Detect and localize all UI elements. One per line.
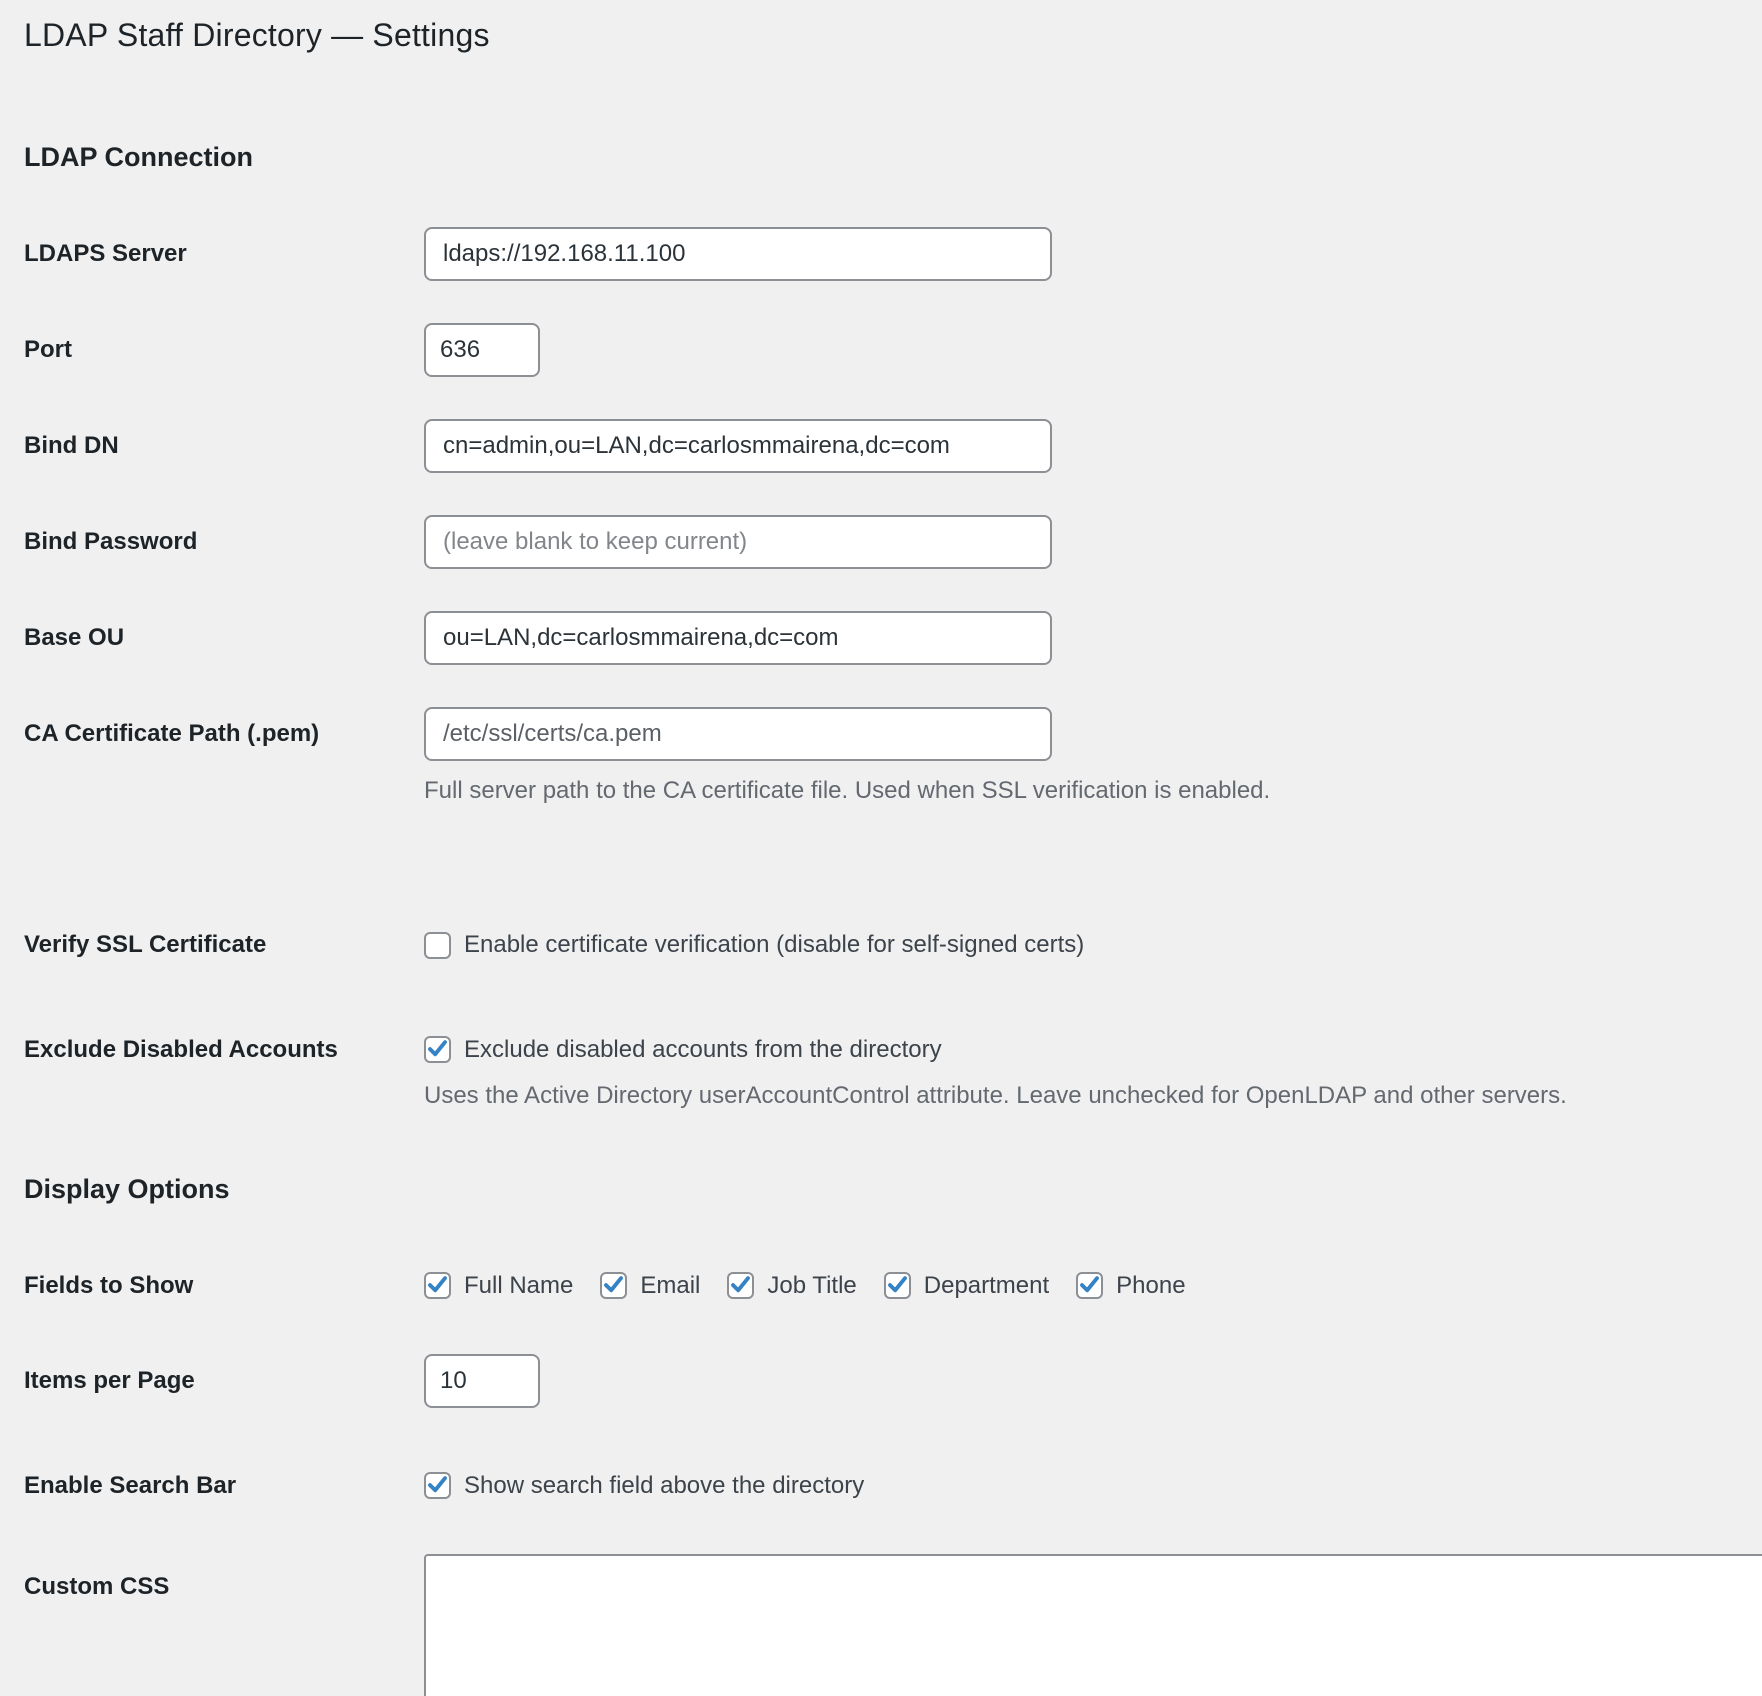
field-checkbox-email[interactable] xyxy=(600,1270,700,1302)
row-base-ou xyxy=(24,611,1762,665)
row-ca-certificate-path xyxy=(24,707,1762,807)
exclude-disabled-description: Uses the Active Directory userAccountControl attribute. Leave unchecked for OpenLDAP and other servers. xyxy=(424,1081,1567,1109)
fields-to-show-group xyxy=(424,1270,1762,1302)
check-icon xyxy=(886,1272,909,1297)
ldaps-server-label: LDAPS Server xyxy=(24,240,187,267)
exclude-disabled-checkbox-label[interactable]: Exclude disabled accounts from the directory xyxy=(464,1035,942,1063)
field-checkbox-full-name-box[interactable] xyxy=(424,1272,451,1299)
port-input[interactable] xyxy=(424,323,540,377)
bind-dn-label: Bind DN xyxy=(24,432,119,459)
bind-password-label: Bind Password xyxy=(24,528,198,555)
custom-css-textarea[interactable] xyxy=(424,1554,1762,1696)
field-checkbox-phone-box[interactable] xyxy=(1076,1272,1103,1299)
field-checkbox-department-box[interactable] xyxy=(884,1272,911,1299)
verify-ssl-label: Verify SSL Certificate xyxy=(24,931,267,958)
enable-search-checkbox-label[interactable]: Show search field above the directory xyxy=(464,1471,865,1499)
check-icon xyxy=(729,1272,752,1297)
field-checkbox-full-name[interactable] xyxy=(424,1270,573,1302)
enable-search-checkbox[interactable] xyxy=(424,1470,864,1502)
row-items-per-page xyxy=(24,1354,1762,1408)
check-icon xyxy=(426,1472,449,1497)
custom-css-label: Custom CSS xyxy=(24,1572,170,1600)
bind-password-input[interactable] xyxy=(424,515,1052,569)
ca-certificate-path-input[interactable] xyxy=(424,707,1052,761)
enable-search-bar-label: Enable Search Bar xyxy=(24,1471,237,1499)
enable-search-checkbox-box[interactable] xyxy=(424,1472,451,1499)
section-heading-ldap-connection: LDAP Connection xyxy=(24,142,253,172)
page-title: LDAP Staff Directory — Settings xyxy=(24,17,490,53)
verify-ssl-checkbox-box[interactable] xyxy=(424,932,451,959)
fields-to-show-label: Fields to Show xyxy=(24,1271,194,1299)
field-checkbox-job-title[interactable] xyxy=(727,1270,856,1302)
verify-ssl-checkbox-label[interactable]: Enable certificate verification (disable for self-signed certs) xyxy=(464,931,1085,958)
row-fields-to-show xyxy=(24,1270,1762,1302)
exclude-disabled-checkbox[interactable] xyxy=(424,1034,942,1066)
check-icon xyxy=(426,1272,449,1297)
ca-certificate-path-description: Full server path to the CA certificate file. Used when SSL verification is enabled. xyxy=(424,777,1271,804)
section-heading-display-options: Display Options xyxy=(24,1173,230,1204)
row-bind-password xyxy=(24,515,1762,569)
field-checkbox-phone[interactable] xyxy=(1076,1270,1185,1302)
row-exclude-disabled xyxy=(24,1034,1762,1112)
field-checkbox-job-title-box[interactable] xyxy=(727,1272,754,1299)
ca-certificate-path-label: CA Certificate Path (.pem) xyxy=(24,720,320,747)
field-checkbox-department-label[interactable]: Department xyxy=(923,1271,1050,1299)
base-ou-label: Base OU xyxy=(24,624,125,651)
field-checkbox-phone-label[interactable]: Phone xyxy=(1116,1271,1186,1299)
row-bind-dn xyxy=(24,419,1762,473)
exclude-disabled-checkbox-box[interactable] xyxy=(424,1036,451,1063)
check-icon xyxy=(1078,1272,1101,1297)
verify-ssl-checkbox[interactable] xyxy=(424,929,1084,961)
bind-dn-input[interactable] xyxy=(424,419,1052,473)
check-icon xyxy=(602,1272,625,1297)
exclude-disabled-label: Exclude Disabled Accounts xyxy=(24,1035,338,1063)
row-custom-css xyxy=(24,1554,1762,1696)
ldaps-server-input[interactable] xyxy=(424,227,1052,281)
field-checkbox-job-title-label[interactable]: Job Title xyxy=(767,1271,857,1299)
field-checkbox-email-box[interactable] xyxy=(600,1272,627,1299)
items-per-page-input[interactable] xyxy=(424,1354,540,1408)
port-label: Port xyxy=(24,336,72,363)
row-enable-search-bar xyxy=(24,1470,1762,1502)
row-ldaps-server xyxy=(24,227,1762,281)
row-verify-ssl xyxy=(24,929,1762,964)
row-port xyxy=(24,323,1762,377)
field-checkbox-email-label[interactable]: Email xyxy=(640,1271,701,1299)
check-icon xyxy=(426,1036,449,1061)
base-ou-input[interactable] xyxy=(424,611,1052,665)
field-checkbox-department[interactable] xyxy=(884,1270,1049,1302)
items-per-page-label: Items per Page xyxy=(24,1366,195,1394)
field-checkbox-full-name-label[interactable]: Full Name xyxy=(464,1271,574,1299)
